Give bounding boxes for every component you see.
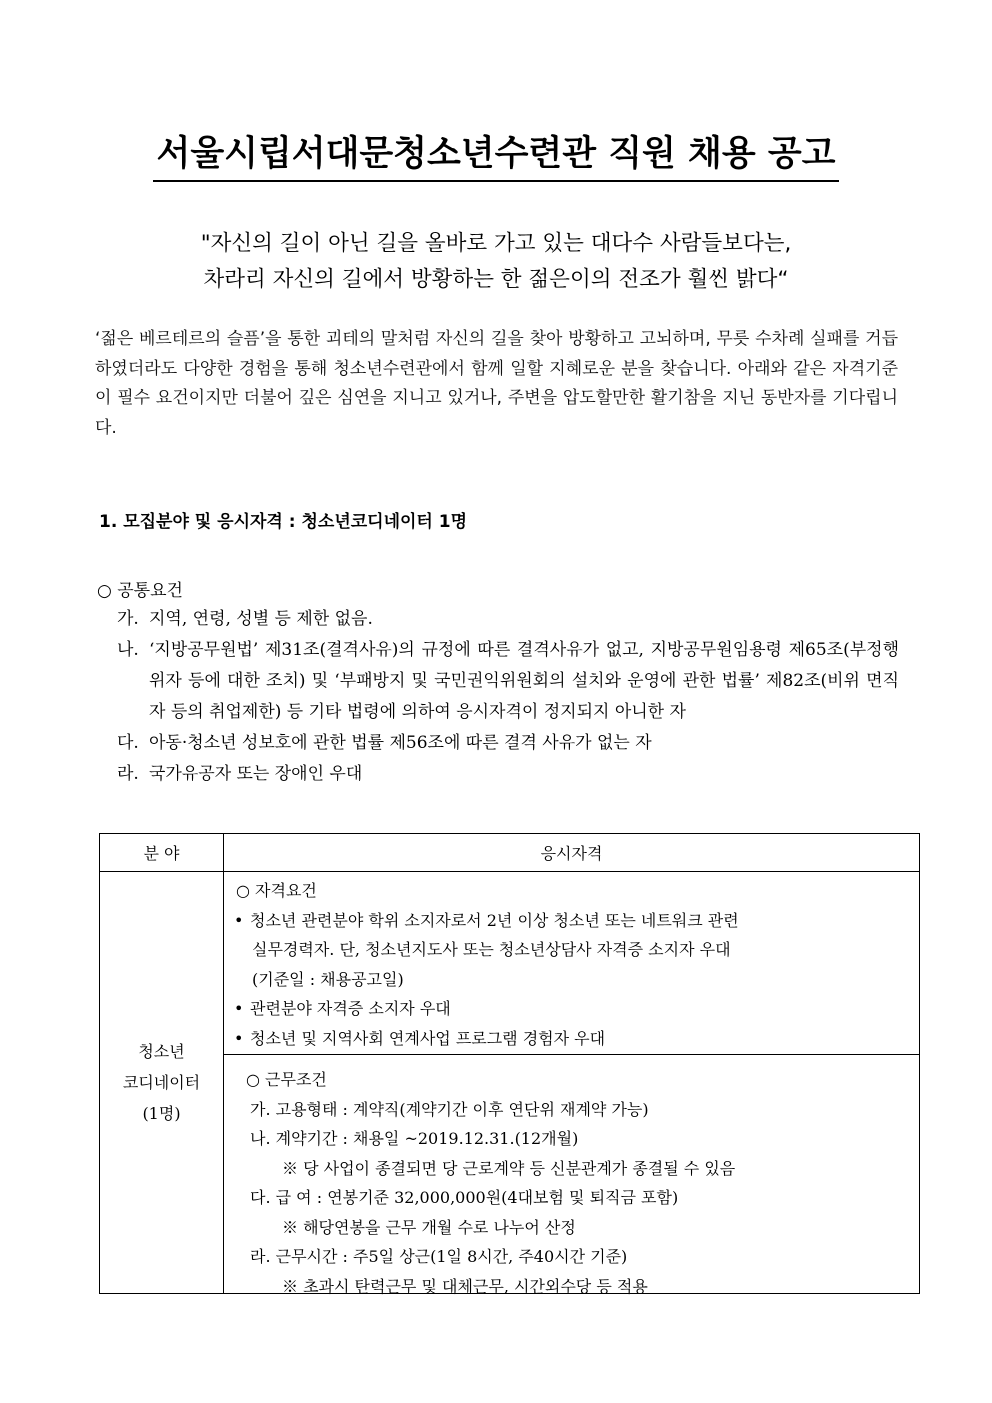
condition-salary: 다. 급 여 : 연봉기준 32,000,000원(4대보험 및 퇴직금 포함) xyxy=(250,1188,679,1207)
list-item xyxy=(234,994,909,1024)
bullet-text: 청소년 관련분야 학위 소지자로서 2년 이상 청소년 또는 네트워크 관련 xyxy=(250,910,739,930)
field-line-1: 청소년 xyxy=(138,1042,185,1061)
bullet-icon: • xyxy=(234,1028,244,1048)
common-requirements-heading: ○ 공통요건 xyxy=(97,581,183,601)
quote-line-2: 차라리 자신의 길에서 방황하는 한 젊은이의 전조가 훨씬 밝다“ xyxy=(203,267,789,292)
condition-salary-note: ※ 해당연봉을 근무 개월 수로 나누어 산정 xyxy=(282,1217,576,1237)
condition-hours-note: ※ 초과시 탄력근무 및 대체근무, 시간외수당 등 적용 xyxy=(282,1276,648,1296)
bullet-text: 청소년 및 지역사회 연계사업 프로그램 경험자 우대 xyxy=(250,1028,606,1048)
quote xyxy=(60,226,932,298)
conditions-cell xyxy=(224,1055,920,1294)
bullet-text-cont: (기준일 : 채용공고일) xyxy=(252,969,404,989)
item-marker: 나. xyxy=(117,640,139,660)
condition-period-note: ※ 당 사업이 종결되면 당 근로계약 등 신분관계가 종결될 수 있음 xyxy=(282,1158,736,1178)
page-title: 서울시립서대문청소년수련관 직원 채용 공고 xyxy=(153,126,840,182)
header-field: 분 야 xyxy=(100,834,224,872)
field-line-3: (1명) xyxy=(142,1104,181,1123)
list-item xyxy=(117,635,899,728)
list-item xyxy=(117,759,899,790)
bullet-icon: • xyxy=(234,999,244,1018)
item-text: 지역, 연령, 성별 등 제한 없음. xyxy=(149,609,373,629)
item-marker: 가. xyxy=(117,609,139,629)
condition-period: 나. 계약기간 : 채용일 ~2019.12.31.(12개월) xyxy=(250,1129,579,1148)
qualification-table xyxy=(99,833,920,1294)
bullet-text-cont: 실무경력자. 단, 청소년지도사 또는 청소년상담사 자격증 소지자 우대 xyxy=(252,940,731,959)
list-item xyxy=(117,604,899,635)
field-cell xyxy=(100,872,224,1294)
section-1-heading: 1. 모집분야 및 응시자격 : 청소년코디네이터 1명 xyxy=(99,512,468,532)
item-text: ‘지방공무원법’ 제31조(결격사유)의 규정에 따른 결격사유가 없고, 지방공무원임용령 제65조(부정행위자 등에 대한 조치) 및 ‘부패방지 및 국민권익위원회의 설치와 운영에 관한 법률’ 제82조(비위 면직자 등의 취업제한) 등 기타 법령에 의하여 응시자격이 정지되지 아니한 자 xyxy=(149,640,899,722)
condition-hours: 라. 근무시간 : 주5일 상근(1일 8시간, 주40시간 기준) xyxy=(250,1247,628,1266)
page-title-wrap xyxy=(0,126,992,182)
item-text: 아동·청소년 성보호에 관한 법률 제56조에 따른 결격 사유가 없는 자 xyxy=(149,733,652,753)
common-requirements-list xyxy=(117,604,899,790)
bullet-icon: • xyxy=(234,910,244,930)
condition-employment: 가. 고용형태 : 계약직(계약기간 이후 연단위 재계약 가능) xyxy=(250,1099,649,1119)
item-marker: 다. xyxy=(117,733,139,753)
header-qualification: 응시자격 xyxy=(224,834,920,872)
list-item xyxy=(117,728,899,759)
quote-line-1: "자신의 길이 아닌 길을 올바로 가고 있는 대다수 사람들보다는, xyxy=(200,231,792,256)
list-item xyxy=(234,1024,909,1054)
list-item xyxy=(234,906,909,936)
table-header-row xyxy=(100,834,920,872)
field-line-2: 코디네이터 xyxy=(122,1073,201,1092)
qualification-heading: ○ 자격요건 xyxy=(236,881,317,900)
item-text: 국가유공자 또는 장애인 우대 xyxy=(149,764,363,784)
item-marker: 라. xyxy=(117,764,139,784)
table-row xyxy=(100,872,920,1055)
bullet-text: 관련분야 자격증 소지자 우대 xyxy=(250,999,451,1018)
conditions-heading: ○ 근무조건 xyxy=(246,1070,327,1089)
qualification-cell xyxy=(224,872,920,1055)
intro-paragraph: ‘젊은 베르테르의 슬픔’을 통한 괴테의 말처럼 자신의 길을 찾아 방황하고 고뇌하며, 무릇 수차례 실패를 거듭하였더라도 다양한 경험을 통해 청소년수련관에서 함께 일할 지혜로운 분을 찾습니다. 아래와 같은 자격기준이 필수 요건이지만 더불어 깊은 심연을 지니고 있거나, 주변을 압도할만한 활기참을 지닌 동반자를 기다립니다. xyxy=(95,329,898,438)
